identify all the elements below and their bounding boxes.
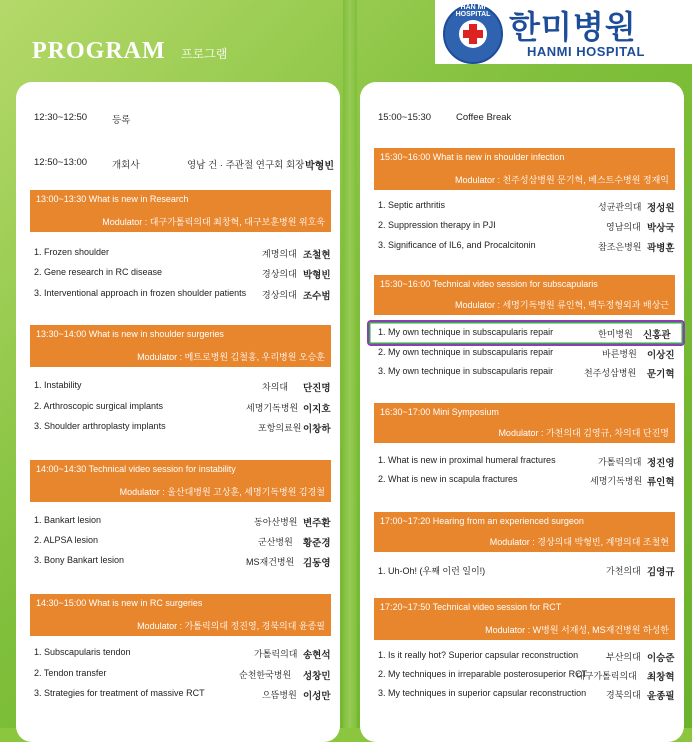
list-item: 1. Is it really hot? Superior capsular reconstruction 부산의대 이승준 bbox=[378, 650, 675, 664]
list-item: 2. Arthroscopic surgical implants 세명기독병원 이지호 bbox=[34, 401, 331, 415]
list-item: 2. My own technique in subscapularis repair 바른병원 이상진 bbox=[378, 347, 675, 361]
page-title: PROGRAM bbox=[32, 38, 166, 64]
list-item: 3. My own technique in subscapularis repair 천주성삼병원 문기혁 bbox=[378, 366, 675, 380]
list-item: 3. Strategies for treatment of massive RCT 으뜸병원 이성만 bbox=[34, 688, 331, 702]
session-header: 16:30~17:00 Mini Symposium Modulator : 가천의대 김영규, 차의대 단진명 bbox=[374, 403, 675, 443]
list-item: 1. Uh-Oh! (우째 이런 일이!) 가천의대 김영규 bbox=[378, 566, 675, 578]
session-header: 15:30~16:00 Technical video session for subscapularis Modulator : 세명기독병원 류인혁, 백두정형외과 배상근 bbox=[374, 275, 675, 315]
list-item: 2. Suppression therapy in PJI 영남의대 박상국 bbox=[378, 220, 675, 234]
list-item: 1. Frozen shoulder 계명의대 조철현 bbox=[34, 247, 331, 261]
list-item: 2. What is new in scapula fractures 세명기독병원 류인혁 bbox=[378, 474, 675, 488]
session-header: 17:20~17:50 Technical video session for RCT Modulator : W병원 서재성, MS재건병원 하성한 bbox=[374, 598, 675, 640]
list-item: 1. Subscapularis tendon 가톨릭의대 송현석 bbox=[34, 647, 331, 661]
list-item: 1. What is new in proximal humeral fractures 가톨릭의대 정진영 bbox=[378, 455, 675, 469]
logo-name-en: HANMI HOSPITAL bbox=[527, 44, 645, 59]
list-item: 3. Significance of IL6, and Procalcitonin 참조은병원 곽병훈 bbox=[378, 240, 675, 254]
session-header: 17:00~17:20 Hearing from an experienced surgeon Modulator : 경상의대 박형빈, 계명의대 조철현 bbox=[374, 512, 675, 552]
session-header: 13:00~13:30 What is new in Research Modulator : 대구가톨릭의대 최창혁, 대구보훈병원 위호욱 bbox=[30, 190, 331, 232]
hospital-seal-icon: HAN MI HOSPITAL bbox=[443, 4, 503, 64]
list-item: 3. Bony Bankart lesion MS재건병원 김동영 bbox=[34, 555, 331, 569]
session-header: 13:30~14:00 What is new in shoulder surgeries Modulator : 메트로병원 김철홍, 우리병원 오승훈 bbox=[30, 325, 331, 367]
logo-name-kr: 한미병원 bbox=[509, 9, 637, 45]
list-item: 2. Gene research in RC disease 경상의대 박형빈 bbox=[34, 267, 331, 281]
highlight-box bbox=[367, 320, 685, 346]
list-item: 1. Bankart lesion 동아산병원 변주환 bbox=[34, 515, 331, 529]
page-subtitle: 프로그램 bbox=[181, 47, 228, 61]
session-header: 15:30~16:00 What is new in shoulder infection Modulator : 천주성삼병원 문기혁, 베스트수병원 정재익 bbox=[374, 148, 675, 190]
session-header: 14:30~15:00 What is new in RC surgeries Modulator : 가톨릭의대 정진영, 경북의대 윤종필 bbox=[30, 594, 331, 636]
list-item: 2. ALPSA lesion 군산병원 황준경 bbox=[34, 535, 331, 549]
list-item: 2. Tendon transfer 순천한국병원 성창민 bbox=[34, 668, 331, 682]
list-item: 3. Interventional approach in frozen shoulder patients 경상의대 조수범 bbox=[34, 288, 331, 302]
list-item: 3. Shoulder arthroplasty implants 포항의료원 이창하 bbox=[34, 421, 331, 435]
list-item: 1. Instability 차의대 단진명 bbox=[34, 380, 331, 394]
hospital-logo bbox=[435, 0, 692, 64]
list-item: 2. My techniques in irreparable posterosuperior RCT 대구가톨릭의대 최창혁 bbox=[378, 669, 675, 683]
list-item: 3. My techniques in superior capsular reconstruction 경북의대 윤종필 bbox=[378, 688, 675, 702]
list-item: 1. Septic arthritis 성균관의대 정성원 bbox=[378, 200, 675, 214]
session-header: 14:00~14:30 Technical video session for instability Modulator : 울산대병원 고상훈, 세명기독병원 김경철 bbox=[30, 460, 331, 502]
page-fold bbox=[343, 0, 357, 728]
right-panel: 15:00~15:30 Coffee Break 15:30~16:00 What is new in shoulder infection Modulator : 천주성삼병원 문기혁, 베스트수병원 정재익 1. Septic arthritis 성균관의대 정성원 2. Suppression therapy in PJI 영남의대 박상국 3. Significance of IL6, and Procalcitonin 참조은병원 곽병훈 15:30~16:00 Technical video session for subscapularis Modulator : 세명기독병원 류인혁, 백두정형외과 배상근 1. My own technique in subscapularis repair 한미병원 신홍관 2. My own technique in subscapularis repair 바른병원 이상진 3. My own technique in subscapularis repair 천주성삼병원 문기혁 16:30~17:00 Mini Symposium Modulator : 가천의대 김영규, 차의대 단진명 1. What is new in proximal humeral fractures 가톨릭의대 정진영 2. What is new in scapula fractures 세명기독병원 류인혁 17:00~17:20 Hearing from an experienced surgeon Modulator : 경상의대 박형빈, 계명의대 조철현 1. Uh-Oh! (우째 이런 일이!) 가천의대 김영규 17:20~17:50 Technical video session for RCT Modulator : W병원 서재성, MS재건병원 하성한 1. Is it really hot? Superior capsular reconstruction 부산의대 이승준 2. My techniques in irreparable posterosuperior RCT 대구가톨릭의대 최창혁 3. My techniques in superior capsular reconstruction 경북의대 윤종필 bbox=[360, 82, 684, 742]
list-item: 1. My own technique in subscapularis repair 한미병원 신홍관 bbox=[378, 327, 671, 341]
left-panel: 12:30~12:50 등록 12:50~13:00 개회사 영남 건 · 주관절 연구회 회장 박형빈 13:00~13:30 What is new in Research Modulator : 대구가톨릭의대 최창혁, 대구보훈병원 위호욱 1. Frozen shoulder 계명의대 조철현 2. Gene research in RC disease 경상의대 박형빈 3. Interventional approach in frozen shoulder patients 경상의대 조수범 13:30~14:00 What is new in shoulder surgeries Modulator : 메트로병원 김철홍, 우리병원 오승훈 1. Instability 차의대 단진명 2. Arthroscopic surgical implants 세명기독병원 이지호 3. Shoulder arthroplasty implants 포항의료원 이창하 14:00~14:30 Technical video session for instability Modulator : 울산대병원 고상훈, 세명기독병원 김경철 1. Bankart lesion 동아산병원 변주환 2. ALPSA lesion 군산병원 황준경 3. Bony Bankart lesion MS재건병원 김동영 14:30~15:00 What is new in RC surgeries Modulator : 가톨릭의대 정진영, 경북의대 윤종필 1. Subscapularis tendon 가톨릭의대 송현석 2. Tendon transfer 순천한국병원 성창민 3. Strategies for treatment of massive RCT 으뜸병원 이성만 bbox=[16, 82, 340, 742]
